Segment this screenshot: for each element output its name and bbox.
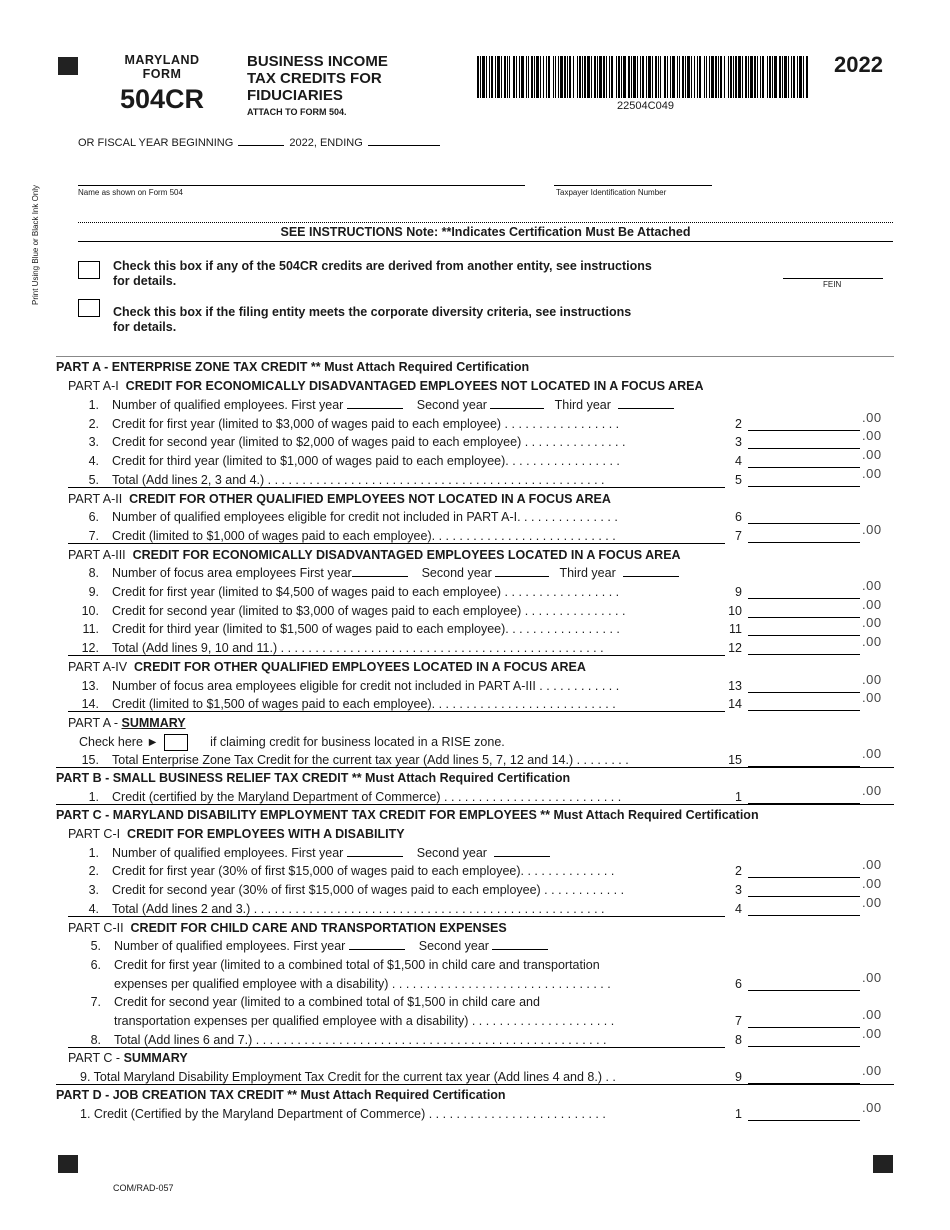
- line-a13: 13. Number of focus area employees eligible for credit not included in PART A-III . . . . . . . . . . . . 13 .00: [81, 671, 882, 693]
- line-a7-amount-input[interactable]: [748, 542, 860, 543]
- divider: [68, 655, 725, 656]
- diversity-checkbox[interactable]: [78, 299, 100, 317]
- tax-year: 2022: [834, 52, 883, 77]
- line-a1: 1. Number of qualified employees. First year Second year Third year: [0, 396, 950, 415]
- divider: [68, 543, 725, 544]
- line-c9: 9. Total Maryland Disability Employment Tax Credit for the current tax year (Add lines 4 and 8.) . . 9 .00: [80, 1063, 882, 1085]
- line-c4: 4. Total (Add lines 2 and 3.) . . . . . . . . . . . . . . . . . . . . . . . . . . . . . . . . . . . . . . . . . . . . . . . . . . . 4 .00: [88, 894, 882, 916]
- line-a10-amount-input[interactable]: [748, 617, 860, 618]
- c1-second-year-input[interactable]: [494, 846, 550, 857]
- c1-first-year-input[interactable]: [347, 846, 403, 857]
- line-a14: 14. Credit (limited to $1,500 of wages paid to each employee). . . . . . . . . . . . . . . . . . . . . . . . . . . 14 .00: [81, 690, 882, 712]
- line-c6: expenses per qualified employee with a disability) . . . . . . . . . . . . . . . . . . . . . . . . . . . . . . . . 6 .00: [114, 969, 882, 991]
- attach-note: ATTACH TO FORM 504.: [247, 107, 347, 117]
- line-a9: 9. Credit for first year (limited to $4,500 of wages paid to each employee) . . . . . . . . . . . . . . . . . 9 .00: [88, 578, 882, 599]
- line-c1: 1. Number of qualified employees. First year Second year: [0, 844, 950, 863]
- line-b1: 1. Credit (certified by the Maryland Department of Commerce) . . . . . . . . . . . . . . . . . . . . . . . . . . 1 .00: [88, 783, 882, 804]
- line-c6-amount-input[interactable]: [748, 990, 860, 991]
- part-d-heading: PART D - JOB CREATION TAX CREDIT ** Must Attach Required Certification: [56, 1088, 506, 1102]
- divider: [56, 1084, 894, 1085]
- line-a14-amount-input[interactable]: [748, 710, 860, 711]
- a1-first-year-input[interactable]: [347, 398, 403, 409]
- line-c8-amount-input[interactable]: [748, 1046, 860, 1047]
- line-c6-description: 6. Credit for first year (limited to a combined total of $1,500 in child care and transportation: [90, 957, 600, 972]
- line-a15: 15. Total Enterprise Zone Tax Credit for the current tax year (Add lines 5, 7, 12 and 14.) . . . . . . . . 15 .00: [81, 746, 882, 768]
- line-c8: 8. Total (Add lines 6 and 7.) . . . . . . . . . . . . . . . . . . . . . . . . . . . . . . . . . . . . . . . . . . . . . . . . . . . 8 .00: [90, 1025, 882, 1047]
- line-c7-description: 7. Credit for second year (limited to a combined total of $1,500 in child care and: [90, 995, 540, 1010]
- a8-third-year-input[interactable]: [623, 566, 679, 577]
- line-c2: 2. Credit for first year (30% of first $15,000 of wages paid to each employee). . . . . . . . . . . . . . 2 .00: [88, 857, 882, 879]
- c5-second-year-input[interactable]: [492, 939, 548, 950]
- a1-third-year-input[interactable]: [618, 398, 674, 409]
- divider: [56, 804, 894, 805]
- line-a13-count-input[interactable]: [748, 692, 860, 693]
- line-d1: 1. Credit (Certified by the Maryland Department of Commerce) . . . . . . . . . . . . . . . . . . . . . . . . . . 1 .00: [80, 1100, 882, 1121]
- derived-entity-label: Check this box if any of the 504CR credits are derived from another entity, see instructions for details.: [113, 259, 652, 288]
- ink-instruction: Print Using Blue or Black Ink Only: [31, 184, 40, 305]
- part-b-heading: PART B - SMALL BUSINESS RELIEF TAX CREDIT ** Must Attach Required Certification: [56, 771, 571, 785]
- line-a2: 2. Credit for first year (limited to $3,000 of wages paid to each employee) . . . . . . . . . . . . . . . . . 2 .00: [88, 409, 882, 431]
- registration-mark-bottom-left: [58, 1155, 78, 1173]
- part-c-heading: PART C - MARYLAND DISABILITY EMPLOYMENT TAX CREDIT FOR EMPLOYEES ** Must Attach Required Certification: [56, 808, 759, 822]
- derived-entity-checkbox[interactable]: [78, 261, 100, 279]
- form-code: COM/RAD-057: [113, 1183, 174, 1193]
- fiscal-end-input[interactable]: [368, 135, 440, 146]
- part-a3-heading: PART A-III CREDIT FOR ECONOMICALLY DISADVANTAGED EMPLOYEES LOCATED IN A FOCUS AREA: [68, 547, 681, 562]
- part-a-summary-heading: PART A - SUMMARY: [68, 715, 186, 730]
- line-a4-amount-input[interactable]: [748, 467, 860, 468]
- divider: [68, 711, 725, 712]
- divider: [56, 767, 894, 768]
- line-a7: 7. Credit (limited to $1,000 of wages paid to each employee). . . . . . . . . . . . . . . . . . . . . . . . . . . 7 .00: [88, 521, 882, 543]
- line-c7-amount-input[interactable]: [748, 1027, 860, 1028]
- name-label: Name as shown on Form 504: [78, 188, 183, 197]
- divider: [78, 241, 893, 242]
- line-a2-amount-input[interactable]: [748, 430, 860, 431]
- registration-mark-top-left: [58, 57, 78, 75]
- fein-input[interactable]: [783, 278, 883, 279]
- line-a6-count-input[interactable]: [748, 523, 860, 524]
- line-c3-amount-input[interactable]: [748, 896, 860, 897]
- form-state-label: MARYLAND FORM: [124, 53, 200, 81]
- line-c7: transportation expenses per qualified employee with a disability) . . . . . . . . . . . . . . . . . . . . . 7 .00: [114, 1007, 882, 1028]
- line-a8: 8. Number of focus area employees First year Second year Third year: [0, 564, 950, 583]
- barcode-bar: [806, 56, 808, 98]
- line-a9-amount-input[interactable]: [748, 598, 860, 599]
- line-a6: 6. Number of qualified employees eligible for credit not included in PART A-I. . . . . . . . . . . . . . . 6: [0, 508, 950, 527]
- name-input[interactable]: [78, 185, 525, 186]
- divider: [56, 356, 894, 357]
- part-a2-heading: PART A-II CREDIT FOR OTHER QUALIFIED EMPLOYEES NOT LOCATED IN A FOCUS AREA: [68, 491, 611, 506]
- line-a4: 4. Credit for third year (limited to $1,000 of wages paid to each employee). . . . . . . . . . . . . . . . . 4 .00: [88, 447, 882, 469]
- line-c2-amount-input[interactable]: [748, 877, 860, 878]
- line-a3-amount-input[interactable]: [748, 448, 860, 449]
- fein-label: FEIN: [823, 280, 842, 289]
- line-c5: 5. Number of qualified employees. First year Second year: [0, 937, 950, 956]
- divider: [68, 1047, 725, 1048]
- line-a12: 12. Total (Add lines 9, 10 and 11.) . . . . . . . . . . . . . . . . . . . . . . . . . . . . . . . . . . . . . . . . . . . . . . . 12 .00: [81, 634, 882, 656]
- line-c3: 3. Credit for second year (30% of first $15,000 of wages paid to each employee) . . . . . . . . . . . . 3 .00: [88, 876, 882, 898]
- registration-mark-bottom-right: [873, 1155, 893, 1173]
- line-a11-amount-input[interactable]: [748, 635, 860, 636]
- fiscal-year-line: OR FISCAL YEAR BEGINNING 2022, ENDING: [78, 135, 440, 149]
- barcode: [477, 56, 814, 98]
- divider: [68, 916, 725, 917]
- form-title: BUSINESS INCOME TAX CREDITS FOR FIDUCIARIES: [247, 53, 388, 104]
- part-c2-heading: PART C-II CREDIT FOR CHILD CARE AND TRANSPORTATION EXPENSES: [68, 920, 507, 935]
- divider: [68, 487, 725, 488]
- line-a5: 5. Total (Add lines 2, 3 and 4.) . . . . . . . . . . . . . . . . . . . . . . . . . . . . . . . . . . . . . . . . . . . . . . . . . 5 .00: [88, 465, 882, 487]
- line-a10: 10. Credit for second year (limited to $3,000 of wages paid to each employee) . . . . . . . . . . . . . . . 10 .00: [81, 596, 882, 618]
- divider: [78, 222, 893, 223]
- line-a12-amount-input[interactable]: [748, 654, 860, 655]
- tin-label: Taxpayer Identification Number: [556, 188, 667, 197]
- part-a4-heading: PART A-IV CREDIT FOR OTHER QUALIFIED EMPLOYEES LOCATED IN A FOCUS AREA: [68, 659, 586, 674]
- line-d1-amount-input[interactable]: [748, 1120, 860, 1121]
- line-c4-amount-input[interactable]: [748, 915, 860, 916]
- tin-input[interactable]: [554, 185, 712, 186]
- a8-second-year-input[interactable]: [495, 566, 549, 577]
- see-instructions: SEE INSTRUCTIONS Note: **Indicates Certification Must Be Attached: [280, 225, 691, 239]
- a1-second-year-input[interactable]: [490, 398, 544, 409]
- rise-zone-row: Check here ► if claiming credit for business located in a RISE zone.: [0, 733, 950, 752]
- part-c-summary-heading: PART C - SUMMARY: [68, 1051, 188, 1066]
- line-a11: 11. Credit for third year (limited to $1,500 of wages paid to each employee). . . . . . . . . . . . . . . . . 11 .00: [82, 615, 882, 637]
- form-number: 504CR: [119, 84, 205, 114]
- rise-zone-checkbox[interactable]: [164, 734, 188, 751]
- fiscal-begin-input[interactable]: [238, 135, 284, 146]
- line-a5-amount-input[interactable]: [748, 486, 860, 487]
- part-a1-heading: PART A-I CREDIT FOR ECONOMICALLY DISADVANTAGED EMPLOYEES NOT LOCATED IN A FOCUS AREA: [68, 379, 704, 393]
- c5-first-year-input[interactable]: [349, 939, 405, 950]
- diversity-label: Check this box if the filing entity meets the corporate diversity criteria, see instructions for details.: [113, 305, 632, 334]
- barcode-number: 22504C049: [617, 100, 674, 112]
- part-a-heading: PART A - ENTERPRISE ZONE TAX CREDIT ** Must Attach Required Certification: [56, 360, 530, 374]
- part-c1-heading: PART C-I CREDIT FOR EMPLOYEES WITH A DISABILITY: [68, 827, 405, 841]
- line-a3: 3. Credit for second year (limited to $2,000 of wages paid to each employee) . . . . . . . . . . . . . . . 3 .00: [88, 428, 882, 450]
- a8-first-year-input[interactable]: [352, 566, 408, 577]
